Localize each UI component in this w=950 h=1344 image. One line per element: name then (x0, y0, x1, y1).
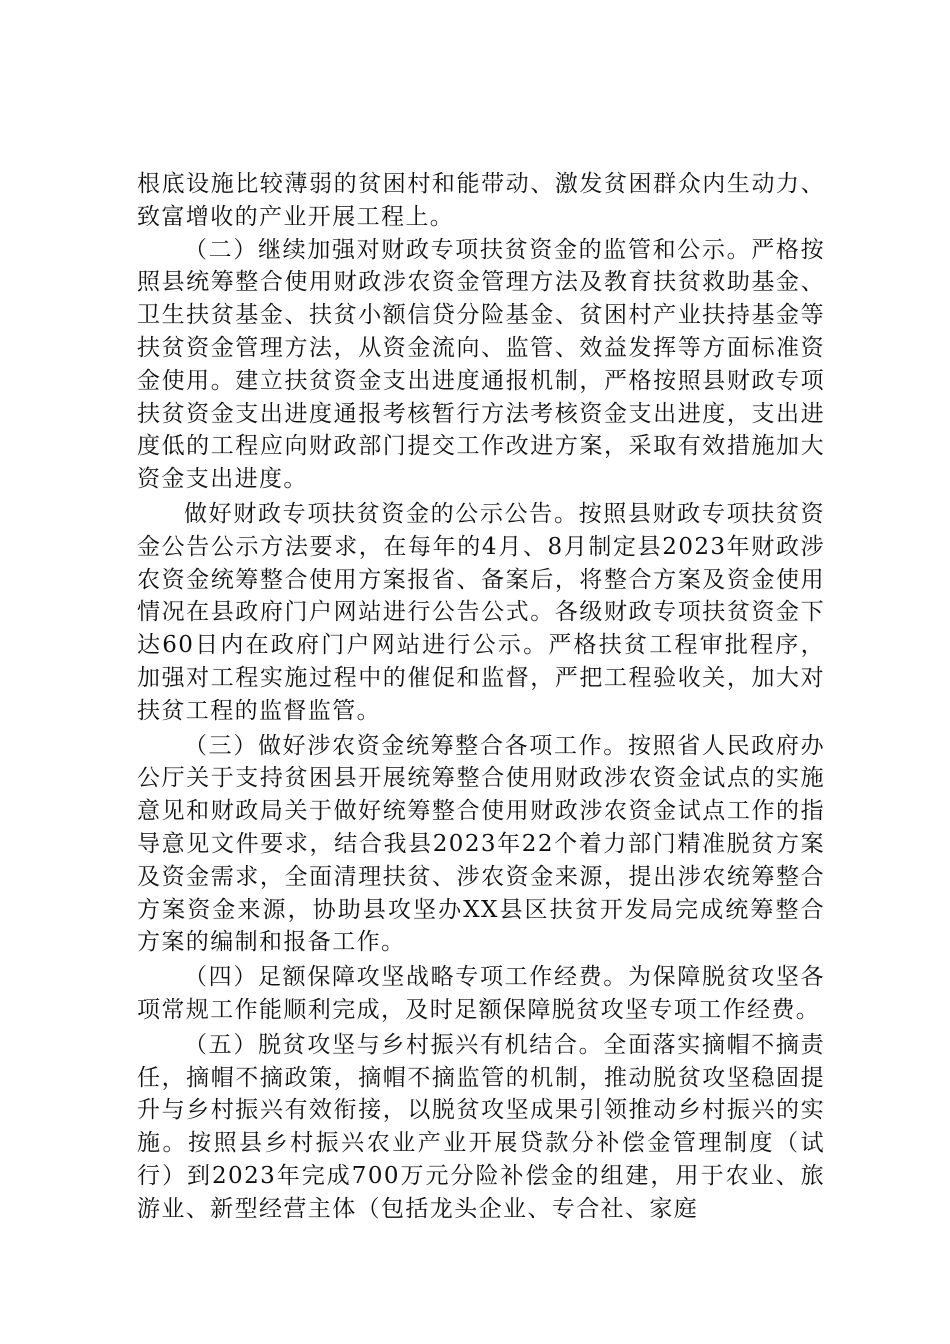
paragraph-section-5: （五）脱贫攻坚与乡村振兴有机结合。全面落实摘帽不摘责任，摘帽不摘政策，摘帽不摘监管的机制，推动脱贫攻坚稳固提升与乡村振兴有效衔接，以脱贫攻坚成果引领推动乡村振兴的实施。按照县乡村振兴农业产业开展贷款分补偿金管理制度（试行）到2023年完成700万元分险补偿金的组建，用于农业、旅游业、新型经营主体（包括龙头企业、专合社、家庭 (137, 1031, 825, 1222)
paragraph-section-2: （二）继续加强对财政专项扶贫资金的监管和公示。严格按照县统筹整合使用财政涉农资金管理方法及教育扶贫救助基金、卫生扶贫基金、扶贫小额信贷分险基金、贫困村产业扶持基金等扶贫资金管理方法，从资金流向、监管、效益发挥等方面标准资金使用。建立扶贫资金支出进度通报机制，严格按照县财政专项扶贫资金支出进度通报考核暂行方法考核资金支出进度，支出进度低的工程应向财政部门提交工作改进方案，采取有效措施加大资金支出进度。 (137, 236, 825, 493)
document-body (137, 168, 825, 1226)
paragraph-section-3: （三）做好涉农资金统筹整合各项工作。按照省人民政府办公厅关于支持贫困县开展统筹整合使用财政涉农资金试点的实施意见和财政局关于做好统筹整合使用财政涉农资金试点工作的指导意见文件要求，结合我县2023年22个着力部门精准脱贫方案及资金需求，全面清理扶贫、涉农资金来源，提出涉农统筹整合方案资金来源，协助县攻坚办XX县区扶贫开发局完成统筹整合方案的编制和报备工作。 (137, 732, 825, 956)
paragraph-continuation: 根底设施比较薄弱的贫困村和能带动、激发贫困群众内生动力、致富增收的产业开展工程上。 (137, 171, 825, 230)
paragraph-public-notice: 做好财政专项扶贫资金的公示公告。按照县财政专项扶贫资金公告公示方法要求，在每年的4月、8月制定县2023年财政涉农资金统筹整合使用方案报省、备案后，将整合方案及资金使用情况在县政府门户网站进行公告公式。各级财政专项扶贫资金下达60日内在政府门户网站进行公示。严格扶贫工程审批程序，加强对工程实施过程中的催促和监督，严把工程验收关，加大对扶贫工程的监督监管。 (137, 500, 825, 724)
paragraph-section-4: （四）足额保障攻坚战略专项工作经费。为保障脱贫攻坚各项常规工作能顺利完成，及时足额保障脱贫攻坚专项工作经费。 (137, 964, 825, 1023)
